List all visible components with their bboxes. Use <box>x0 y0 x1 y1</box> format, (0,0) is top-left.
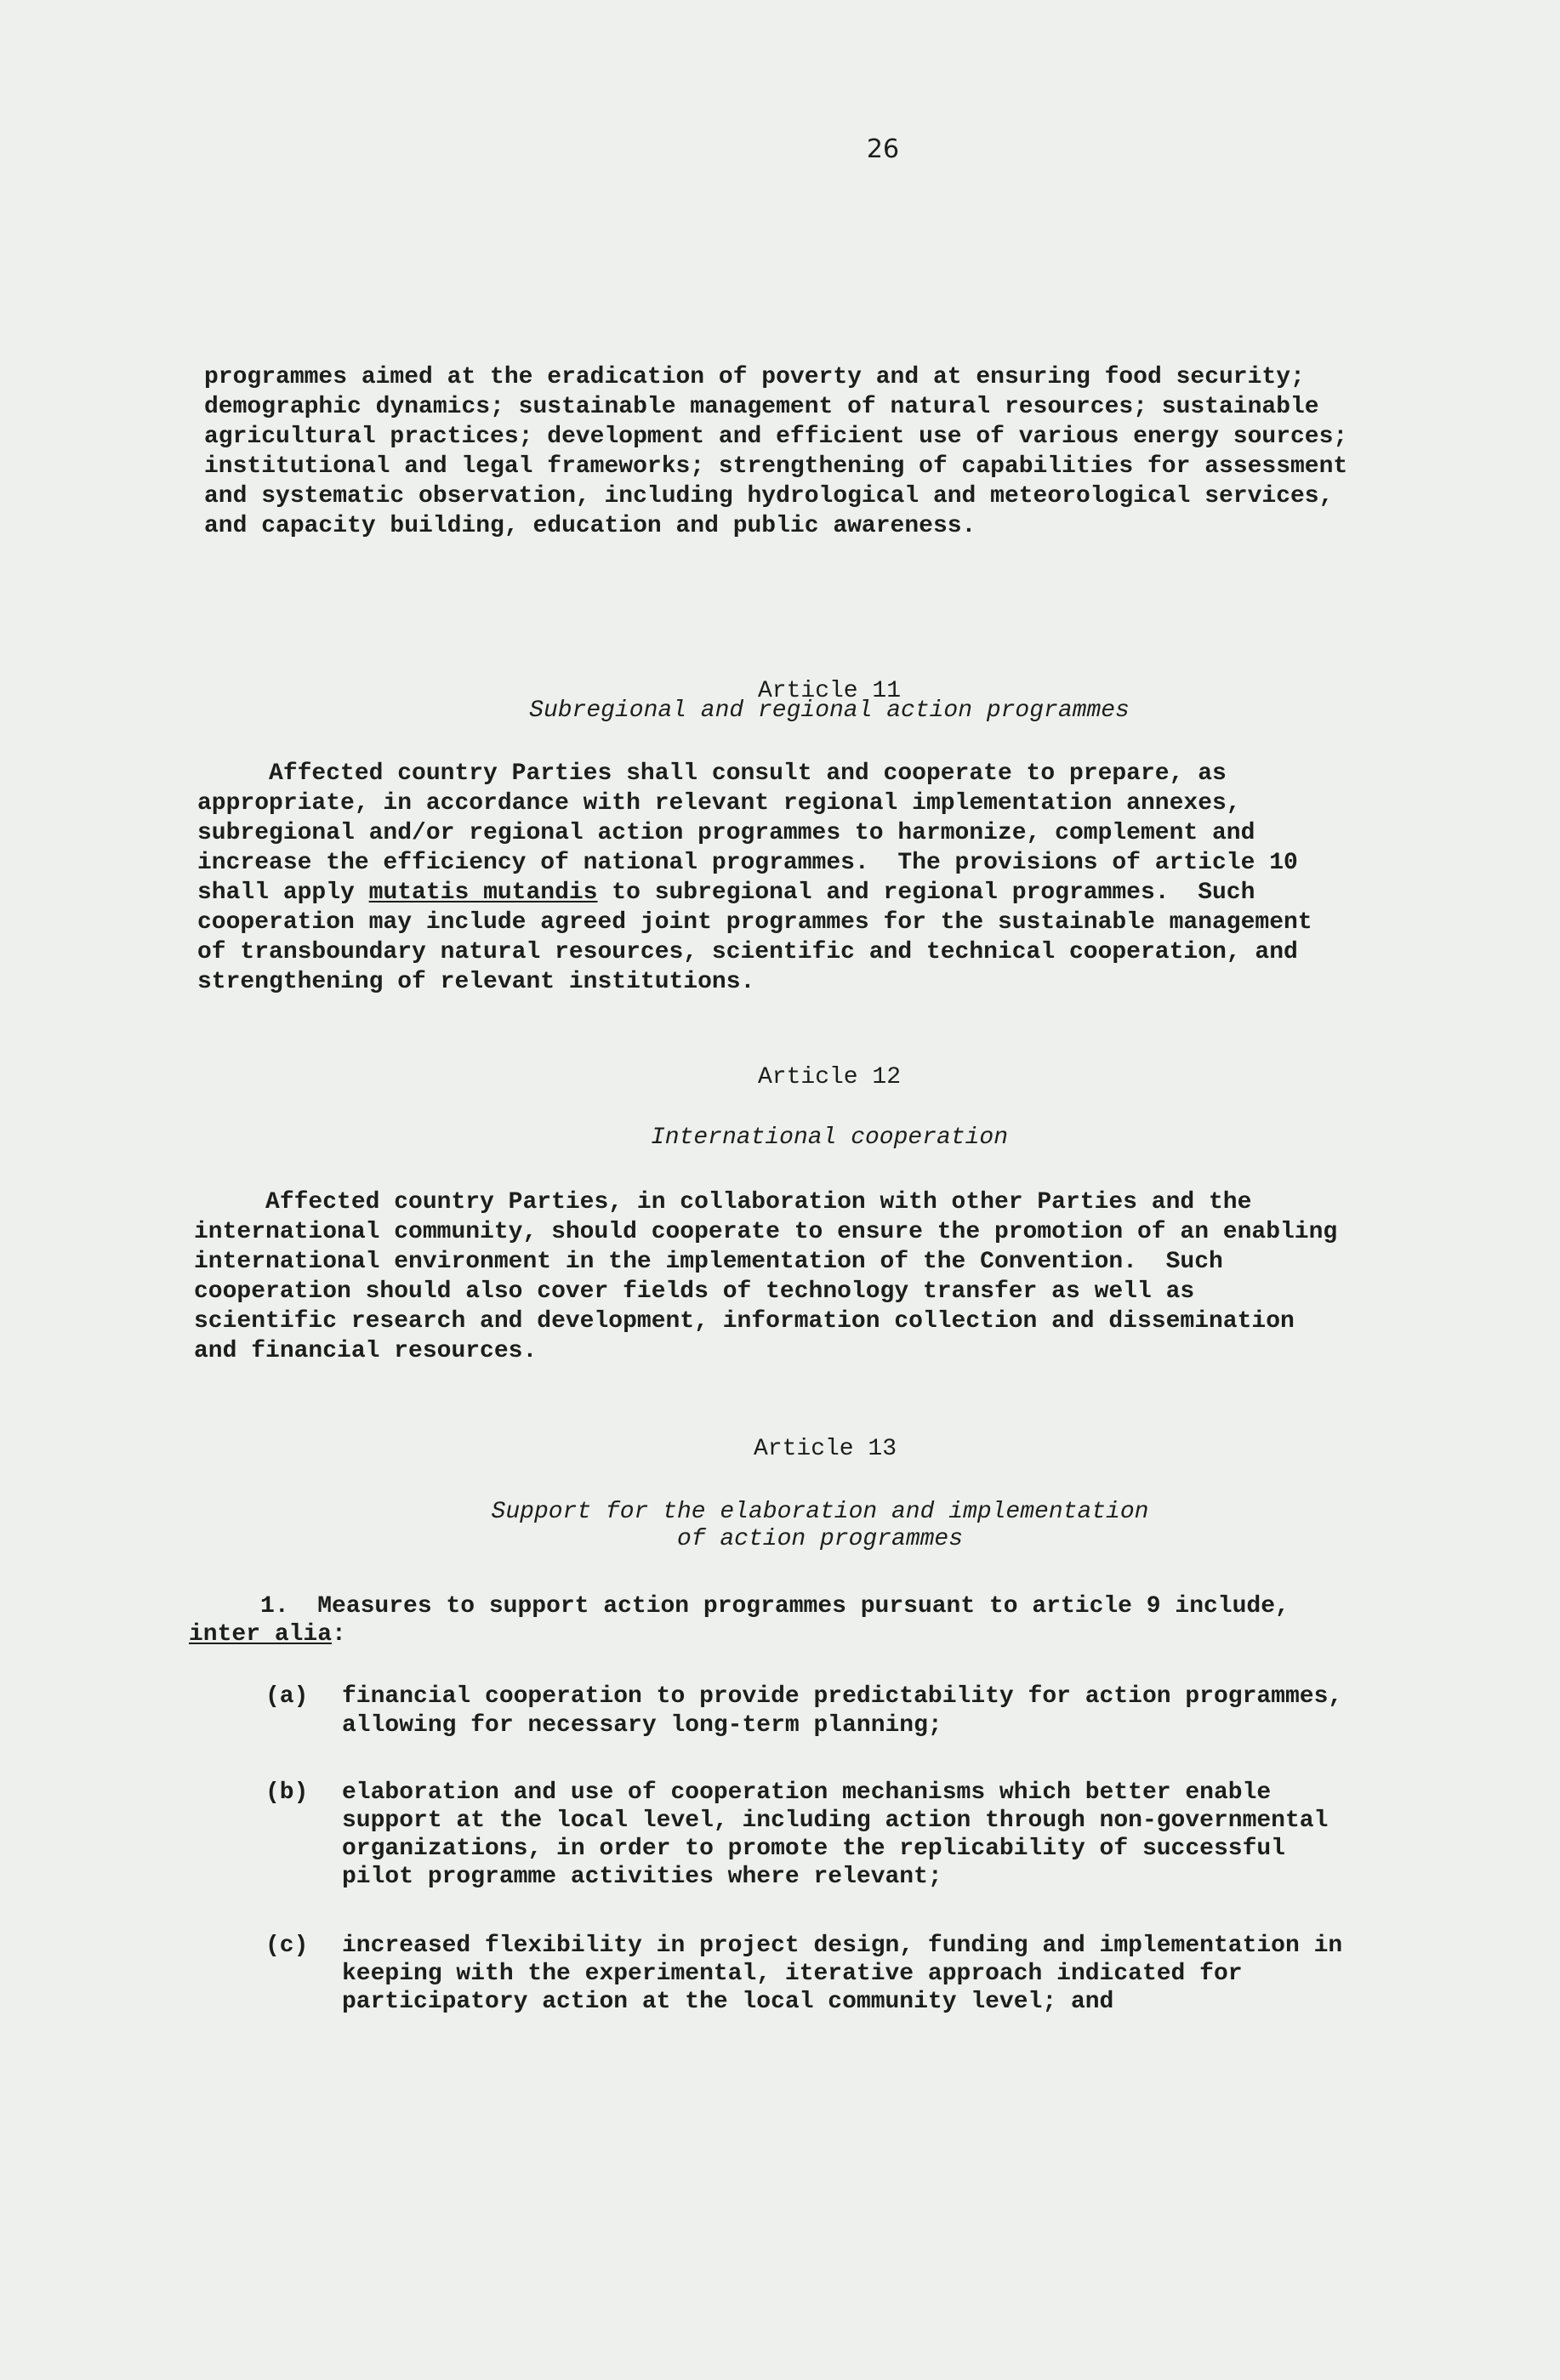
text-segment: : <box>332 1621 346 1648</box>
text-line: agricultural practices; development and efficient use of various energy sources; <box>204 424 1348 450</box>
text-line: cooperation may include agreed joint programmes for the sustainable management <box>197 909 1312 936</box>
text-line: support at the local level, including action through non-governmental <box>342 1808 1329 1834</box>
text-line: demographic dynamics; sustainable management of natural resources; sustainable <box>204 394 1319 420</box>
article-13-title-line1: Support for the elaboration and implementation <box>491 1499 1149 1525</box>
article-13-title-line2: of action programmes <box>676 1526 964 1552</box>
text-line-mixed <box>189 1621 346 1648</box>
text-line: financial cooperation to provide predictability for action programmes, <box>342 1683 1343 1710</box>
text-line: increased flexibility in project design, funding and implementation in <box>342 1933 1343 1959</box>
text-line: scientific research and development, information collection and dissemination <box>194 1308 1295 1335</box>
text-segment: to subregional and regional programmes. Such <box>597 880 1255 906</box>
text-line: and systematic observation, including hydrological and meteorological services, <box>204 483 1334 510</box>
text-line: Affected country Parties, in collaboration with other Parties and the <box>194 1189 1252 1216</box>
article-12-heading: Article 12 <box>757 1064 902 1090</box>
text-line: of transboundary natural resources, scientific and technical cooperation, and <box>197 939 1298 965</box>
article-11-heading: Article 11 <box>757 678 902 704</box>
text-line: participatory action at the local community level; and <box>342 1989 1114 2015</box>
text-line: international environment in the implementation of the Convention. Such <box>194 1249 1223 1275</box>
list-item-label: (a) <box>265 1683 309 1710</box>
text-segment: shall apply <box>197 880 369 906</box>
text-line-mixed <box>197 880 1255 907</box>
text-line: increase the efficiency of national programmes. The provisions of article 10 <box>197 850 1298 876</box>
text-line: Affected country Parties shall consult and cooperate to prepare, as <box>197 760 1227 787</box>
latin-phrase: inter alia <box>189 1621 333 1648</box>
text-line: cooperation should also cover fields of technology transfer as well as <box>194 1278 1195 1305</box>
text-line: 1. Measures to support action programmes pursuant to article 9 include, <box>189 1593 1290 1620</box>
text-line: strengthening of relevant institutions. <box>197 969 755 995</box>
text-line: organizations, in order to promote the replicability of successful <box>342 1836 1285 1862</box>
list-item-label: (c) <box>265 1933 309 1959</box>
latin-phrase: mutatis mutandis <box>368 880 598 906</box>
text-line: allowing for necessary long-term planning; <box>342 1712 942 1739</box>
text-line: keeping with the experimental, iterative approach indicated for <box>342 1961 1243 1987</box>
text-line: elaboration and use of cooperation mechanisms which better enable <box>342 1779 1272 1806</box>
article-11-title: Subregional and regional action programmes <box>529 697 1130 724</box>
text-line: international community, should cooperate to ensure the promotion of an enabling <box>194 1219 1338 1245</box>
text-line: institutional and legal frameworks; strengthening of capabilities for assessment <box>204 453 1348 480</box>
text-line: and capacity building, education and public awareness. <box>204 513 976 539</box>
article-12-title: International cooperation <box>650 1125 1009 1151</box>
article-13-heading: Article 13 <box>753 1436 897 1462</box>
text-line: and financial resources. <box>194 1338 538 1364</box>
text-line: pilot programme activities where relevant; <box>342 1864 942 1890</box>
text-line: programmes aimed at the eradication of poverty and at ensuring food security; <box>204 364 1305 390</box>
page-number: 26 <box>866 134 900 164</box>
list-item-label: (b) <box>265 1779 309 1806</box>
text-line: subregional and/or regional action programmes to harmonize, complement and <box>197 820 1255 846</box>
text-line: appropriate, in accordance with relevant regional implementation annexes, <box>197 790 1241 817</box>
